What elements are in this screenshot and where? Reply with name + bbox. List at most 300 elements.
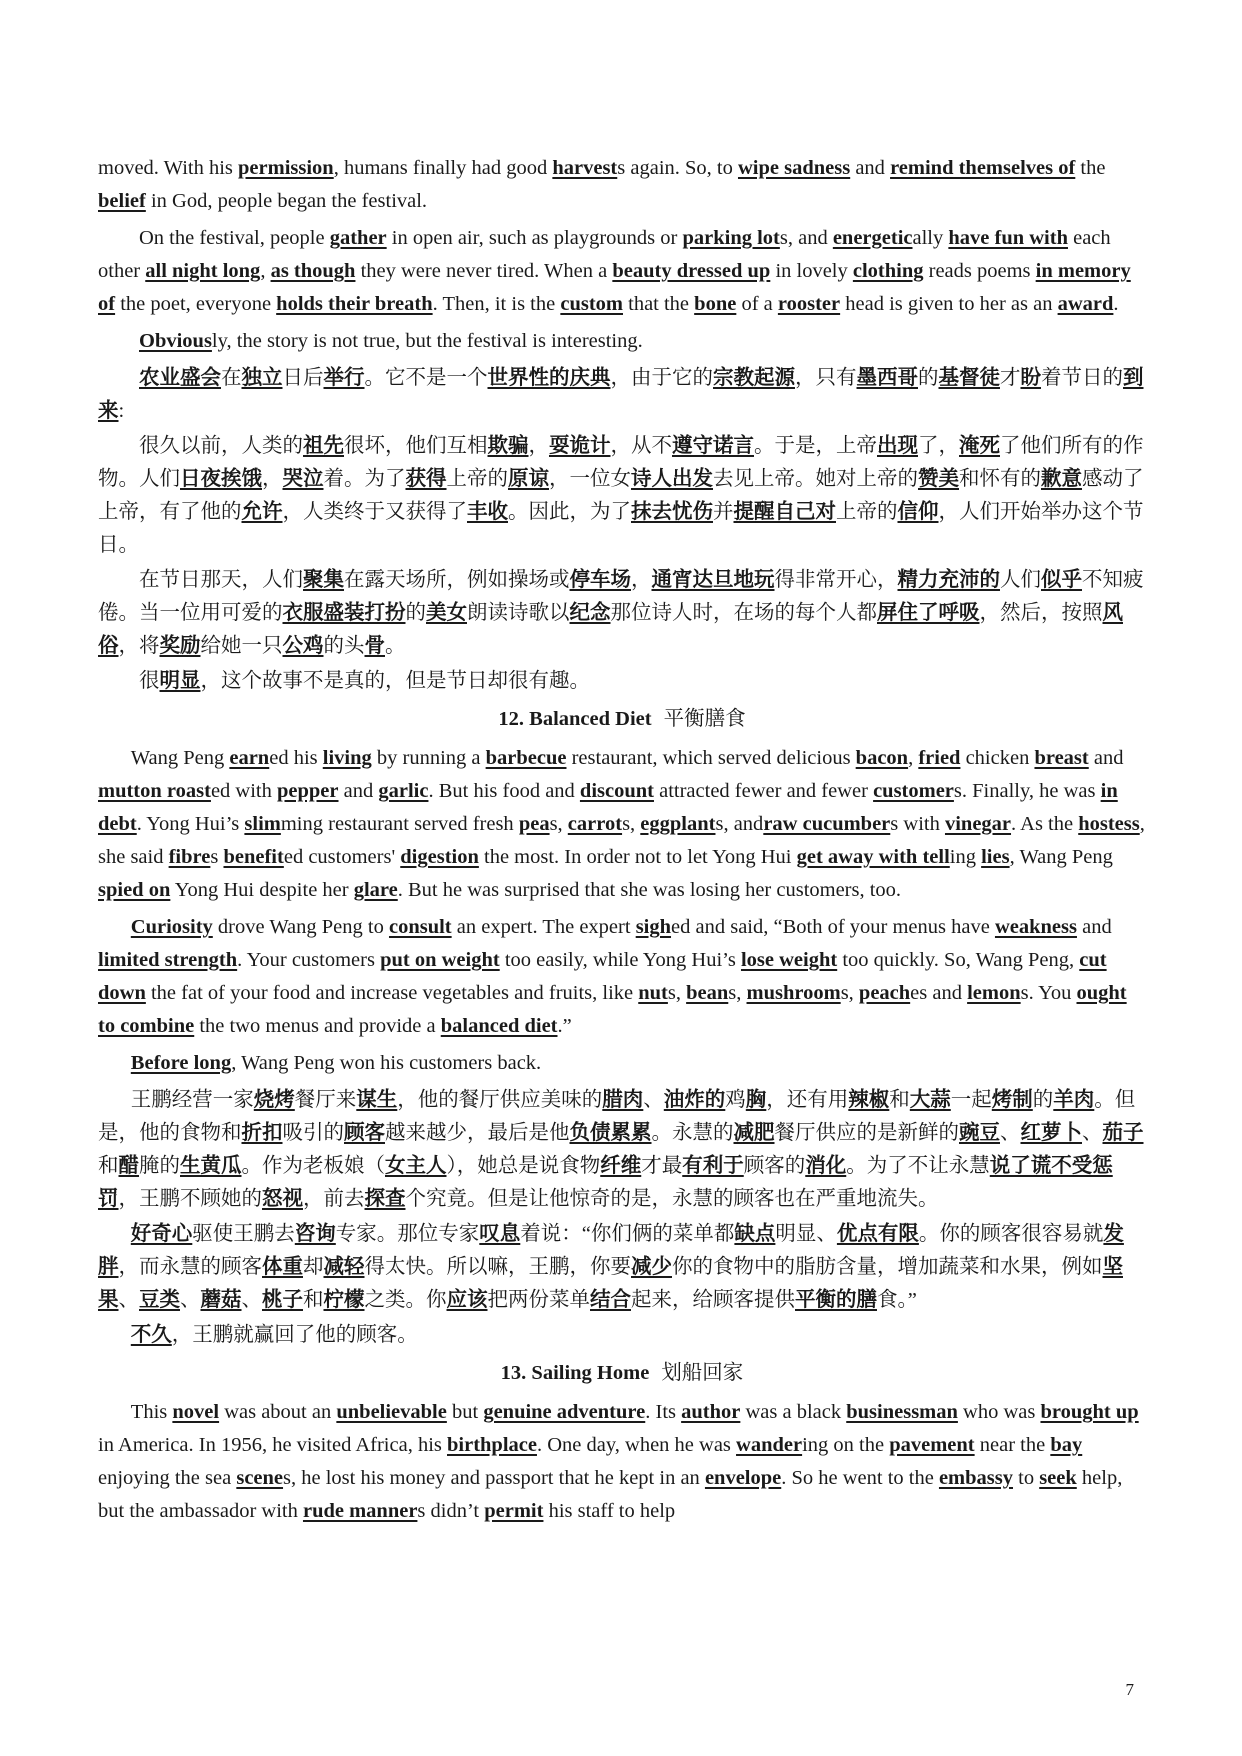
s12-en-paragraph-1 [98,742,1146,907]
text-run: . Yong Hui’s [136,813,245,835]
vocab-term: pea [518,813,550,835]
text-run: chicken [960,747,1035,769]
text-run: ing [949,846,982,868]
s11-en-paragraph-1 [98,152,1146,218]
vocab-term: 怒视 [262,1188,303,1210]
text-run: ，人们开始举办这个节日。 [98,501,1144,556]
vocab-term: consult [388,916,452,938]
text-run: Wang Peng [130,747,230,769]
text-run: too quickly. So, Wang Peng, [837,949,1080,971]
text-run: 很 [139,670,160,692]
vocab-term: 遵守诺言 [672,435,754,457]
vocab-term: lies [981,846,1010,868]
text-run: too easily, while Yong Hui’s [499,949,741,971]
text-run: 越来越少，最后是他 [385,1122,570,1144]
vocab-term: Curiosity [130,916,213,938]
text-run: 把两份菜单 [487,1289,590,1311]
vocab-term: 减少 [631,1256,672,1278]
vocab-term: author [681,1401,741,1423]
s11-zh-paragraph-4 [98,665,1146,698]
text-run: 、 [643,1089,664,1111]
vocab-term: 到来 [98,367,1144,422]
text-run: in God, people began the festival. [145,190,428,212]
vocab-term: 缺点 [734,1223,776,1245]
vocab-term: 明显 [159,670,201,692]
vocab-term: 通宵达旦地玩 [651,569,775,591]
text-run: head is given to her as an [840,293,1058,315]
text-run: the fat of your food and increase vegetables and fruits, like [145,982,639,1004]
s11-zh-paragraph-3 [98,564,1146,663]
text-run: the most. In order not to let Yong Hui [478,846,797,868]
text-run: 上帝的 [836,501,898,523]
text-run: near the [974,1434,1051,1456]
vocab-term: slim [244,813,281,835]
text-run: s, he lost his money and passport that he kept in an [283,1467,705,1489]
text-run: Yong Hui despite her [170,879,354,901]
text-run: 。但是，他的食物和 [98,1089,1136,1144]
vocab-term: 祖先 [303,435,344,457]
vocab-term: 农业盛会 [139,367,221,389]
vocab-term: 停车场 [569,569,631,591]
text-run: 日后 [282,367,324,389]
vocab-term: discount [579,780,654,802]
vocab-term: 哭泣 [282,468,324,490]
vocab-term: 醋 [118,1155,139,1177]
text-run: ，然后，按照 [979,602,1103,624]
text-run: 腌的 [139,1155,180,1177]
text-run: 你的食物中的脂肪含量，增加蔬菜和水果，例如 [672,1256,1103,1278]
text-run: 一起 [950,1089,992,1111]
vocab-term: breast [1034,747,1089,769]
vocab-term: 有利于 [682,1155,744,1177]
vocab-term: nut [638,982,668,1004]
text-run: his staff to help [543,1500,676,1522]
vocab-term: 举行 [323,367,365,389]
vocab-term: in debt [98,780,1118,835]
text-run: 给她一只 [200,635,283,657]
vocab-term: 蘑菇 [200,1289,242,1311]
text-run: ，人类终于又获得了 [282,501,467,523]
text-run: ed customers' [283,846,401,868]
text-run: 王鹏经营一家 [130,1089,254,1111]
text-run: 不知疲倦。当一位用可爱的 [98,569,1144,624]
s11-en-paragraph-3 [98,325,1146,358]
vocab-term: remind themselves of [890,157,1076,179]
text-run: to [1013,1467,1040,1489]
text-run: that the [623,293,695,315]
text-run: 很坏，他们互相 [344,435,488,457]
text-run: and [1076,916,1112,938]
text-run: in America. In 1956, he visited Africa, his [98,1434,447,1456]
vocab-term: rooster [777,293,841,315]
vocab-term: pavement [889,1434,975,1456]
text-run: ，从不 [610,435,672,457]
text-run: s, [667,982,687,1004]
text-run: of a [736,293,778,315]
text-run: 和 [303,1289,324,1311]
text-run: . [1113,293,1119,315]
vocab-term: as though [270,260,356,282]
vocab-term: 允许 [241,501,283,523]
text-run: ing on the [802,1434,890,1456]
vocab-term: pepper [277,780,339,802]
vocab-term: 赞美 [918,468,959,490]
vocab-term: wipe sadness [737,157,851,179]
vocab-term: 风俗 [98,602,1123,657]
text-run: 餐厅来 [294,1089,357,1111]
text-run: 顾客的 [743,1155,806,1177]
text-run: 专家。那位专家 [335,1223,480,1245]
vocab-term: 纪念 [569,602,611,624]
text-run: ， [262,468,283,490]
text-run: . Then, it is the [432,293,561,315]
vocab-term: customer [873,780,954,802]
text-run: , she said [98,813,1145,868]
text-run: 明显、 [775,1223,837,1245]
vocab-term: sigh [635,916,672,938]
text-run: s, [622,813,641,835]
text-run: ），她总是说食物 [446,1155,601,1177]
vocab-term: 公鸡 [282,635,324,657]
vocab-term: 顾客 [344,1122,385,1144]
text-run: s [210,846,224,868]
text-run: s again. So, to [617,157,738,179]
text-run: drove Wang Peng to [212,916,389,938]
text-run: the [1075,157,1106,179]
vocab-term: peach [858,982,911,1004]
text-run: , Wang Peng won his customers back. [231,1052,542,1074]
vocab-term: 说了谎不受惩罚 [98,1155,1113,1210]
vocab-term: 美女 [426,602,467,624]
text-run: : [118,400,125,422]
vocab-term: 生黄瓜 [180,1155,242,1177]
text-run: . Your customers [237,949,381,971]
text-run: 那位诗人时，在场的每个人都 [610,602,877,624]
vocab-term: limited strength [98,949,238,971]
vocab-term: put on weight [380,949,500,971]
vocab-term: 叹息 [479,1223,521,1245]
s12-en-paragraph-2 [98,911,1146,1043]
vocab-term: garlic [378,780,429,802]
vocab-term: energetic [832,227,913,249]
text-run: 。为了不让永慧 [846,1155,990,1177]
vocab-term: 减肥 [733,1122,775,1144]
s11-en-paragraph-2 [98,222,1146,321]
vocab-term: in memory of [98,260,1131,315]
vocab-term: 骨 [364,635,385,657]
vocab-term: spied on [98,879,171,901]
vocab-term: 信仰 [897,501,939,523]
s11-zh-paragraph-1 [98,362,1146,428]
s13-en-paragraph-1 [98,1396,1146,1528]
section-title-12 [98,702,1146,736]
vocab-term: living [322,747,372,769]
text-run: s didn’t [417,1500,485,1522]
vocab-term: unbelievable [336,1401,447,1423]
vocab-term: 抹去忧伤 [631,501,713,523]
text-run: in open air, such as playgrounds or [386,227,683,249]
vocab-term: 获得 [405,468,447,490]
vocab-term: 奖励 [159,635,201,657]
text-run: 。你的顾客很容易就 [918,1223,1104,1245]
vocab-term: seek [1039,1467,1077,1489]
s12-en-paragraph-3 [98,1047,1146,1080]
vocab-term: 好奇心 [130,1223,193,1245]
text-run: s with [890,813,945,835]
vocab-term: 精力充沛的 [897,569,1000,591]
vocab-term: glare [353,879,398,901]
text-run: ，还有用 [766,1089,849,1111]
vocab-term: benefit [223,846,284,868]
vocab-term: 不久 [130,1324,172,1346]
text-run: 和 [98,1155,119,1177]
text-run: ，他的餐厅供应美味的 [397,1089,603,1111]
text-run: ，前去 [303,1188,365,1210]
text-run: ，这个故事不是真的，但是节日却很有趣。 [200,670,590,692]
vocab-term: 减轻 [323,1256,365,1278]
vocab-term: 探查 [364,1188,406,1210]
vocab-term: barbecue [485,747,567,769]
text-run: This [130,1401,173,1423]
vocab-term: 盼 [1020,367,1041,389]
text-run: . One day, when he was [536,1434,737,1456]
vocab-term: 聚集 [303,569,344,591]
text-run: 吸引的 [282,1122,344,1144]
title-13-en: 13. Sailing Home [500,1362,650,1384]
text-run: 的头 [323,635,365,657]
vocab-term: 淹死 [959,435,1000,457]
vocab-term: genuine adventure [483,1401,646,1423]
text-run: 、 [241,1289,262,1311]
vocab-term: 女主人 [385,1155,447,1177]
title-13-zh: 划船回家 [661,1362,744,1384]
vocab-term: carrot [567,813,623,835]
text-run: ed and said, “Both of your menus have [671,916,995,938]
text-run: 朗读诗歌以 [467,602,570,624]
vocab-term: 腊肉 [602,1089,644,1111]
text-run: enjoying the sea [98,1467,237,1489]
text-run: but [446,1401,484,1423]
text-run: in lovely [770,260,853,282]
vocab-term: 油炸的 [663,1089,726,1111]
text-run: 却 [303,1256,324,1278]
vocab-term: 烤制 [991,1089,1033,1111]
vocab-term: 结合 [590,1289,631,1311]
text-run: 起来，给顾客提供 [631,1289,795,1311]
text-run: s. Finally, he was [953,780,1101,802]
text-run: the two menus and provide a [194,1015,441,1037]
text-run: 在 [221,367,242,389]
section-title-13 [98,1356,1146,1390]
text-run: ，由于它的 [610,367,713,389]
s11-zh-paragraph-2 [98,430,1146,562]
vocab-term: businessman [846,1401,958,1423]
text-run: ，而永慧的顾客 [118,1256,262,1278]
vocab-term: 墨西哥 [856,367,918,389]
text-run: 、 [1082,1122,1103,1144]
vocab-term: Obvious [139,330,212,352]
vocab-term: ought to combine [98,982,1127,1037]
vocab-term: scene [236,1467,284,1489]
text-run: 得非常开心， [774,569,898,591]
vocab-term: earn [229,747,270,769]
vocab-term: 红萝卜 [1020,1122,1082,1144]
text-run: 。它不是一个 [364,367,488,389]
vocab-term: 耍诡计 [549,435,611,457]
text-run: . So he went to the [781,1467,939,1489]
text-run: . But he was surprised that she was losing her customers, too. [397,879,902,901]
text-run: ally [912,227,949,249]
vocab-term: 大蒜 [909,1089,951,1111]
vocab-term: 歉意 [1041,468,1082,490]
vocab-term: 茄子 [1102,1122,1144,1144]
text-run: 、 [180,1289,201,1311]
text-run: was about an [219,1401,337,1423]
text-run: ，一位女 [549,468,631,490]
text-run: s, [728,982,747,1004]
text-run: ed with [210,780,277,802]
text-run: ， [528,435,549,457]
vocab-term: lose weight [740,949,838,971]
text-run: s. You [1020,982,1077,1004]
vocab-term: 辣椒 [848,1089,890,1111]
text-run: s, [840,982,859,1004]
text-run: 之类。你 [364,1289,447,1311]
text-run: help, but the ambassador with [98,1467,1123,1522]
text-run: reads poems [923,260,1036,282]
vocab-term: hostess [1078,813,1140,835]
text-run: 上帝的 [446,468,508,490]
vocab-term: 世界性的庆典 [487,367,611,389]
vocab-term: cut down [98,949,1107,1004]
vocab-term: 优点有限 [836,1223,919,1245]
text-run: attracted fewer and fewer [653,780,874,802]
vocab-term: 烧烤 [253,1089,295,1111]
vocab-term: vinegar [944,813,1012,835]
vocab-term: eggplant [640,813,716,835]
vocab-term: 负债累累 [569,1122,652,1144]
vocab-term: permit [484,1500,544,1522]
vocab-term: 柠檬 [323,1289,365,1311]
vocab-term: 羊肉 [1053,1089,1095,1111]
text-run: On the festival, people [139,227,330,249]
vocab-term: birthplace [447,1434,537,1456]
text-run: ，将 [118,635,160,657]
text-run: .” [557,1015,572,1037]
text-run: 着节日的 [1041,367,1123,389]
vocab-term: award [1057,293,1114,315]
s12-zh-paragraph-3 [98,1319,1146,1352]
text-run: 去见上帝。她对上帝的 [713,468,918,490]
page-number: 7 [1125,1680,1134,1699]
text-run: 的 [1032,1089,1054,1111]
text-run: 着。为了 [323,468,406,490]
text-run: ，王鹏不顾她的 [118,1188,262,1210]
vocab-term: 豆类 [139,1289,180,1311]
vocab-term: permission [238,157,334,179]
text-run: 才 [1000,367,1021,389]
text-run: 鸡 [725,1089,746,1111]
text-run: and [338,780,379,802]
vocab-term: 胸 [745,1089,767,1111]
vocab-term: 宗教起源 [713,367,795,389]
text-run: 驱使王鹏去 [192,1223,295,1245]
vocab-term: 屏住了呼吸 [877,602,980,624]
vocab-term: 消化 [805,1155,847,1177]
vocab-term: bacon [855,747,909,769]
text-run: s, and [779,227,833,249]
text-run: 感动了上帝，有了他的 [98,468,1144,523]
text-run: 得太快。所以嘛，王鹏，你要 [364,1256,631,1278]
vocab-term: 坚果 [98,1256,1123,1311]
vocab-term: belief [98,190,146,212]
text-run: 食。” [877,1289,917,1311]
vocab-term: 桃子 [262,1289,303,1311]
vocab-term: balanced diet [440,1015,558,1037]
text-run: moved. With his [98,157,239,179]
text-run: , Wang Peng [1009,846,1113,868]
vocab-term: 丰收 [467,501,508,523]
title-12-zh: 平衡膳食 [663,708,746,730]
text-run: , [260,260,271,282]
text-run: 很久以前，人类的 [139,435,303,457]
vocab-term: bay [1050,1434,1083,1456]
vocab-term: raw cucumber [763,813,891,835]
vocab-term: 纤维 [600,1155,642,1177]
text-run: , [908,747,919,769]
text-run: who was [957,1401,1041,1423]
vocab-term: harvest [552,157,618,179]
text-run: ， [631,569,652,591]
vocab-term: all night long [145,260,261,282]
text-run: 的 [405,602,426,624]
text-run: by running a [371,747,486,769]
vocab-term: Before long [130,1052,232,1074]
text-run: . But his food and [428,780,580,802]
vocab-term: 平衡的膳 [795,1289,877,1311]
vocab-term: 提醒自己对 [733,501,836,523]
vocab-term: 谋生 [356,1089,398,1111]
vocab-term: beauty dressed up [612,260,771,282]
text-run: es and [910,982,968,1004]
vocab-term: 似乎 [1041,569,1082,591]
vocab-term: 衣服盛装打扮 [282,602,406,624]
title-12-en: 12. Balanced Diet [498,708,652,730]
vocab-term: 原谅 [508,468,549,490]
text-run: 着说：“你们俩的菜单都 [520,1223,735,1245]
text-run: ly, the story is not true, but the festival is interesting. [211,330,643,352]
text-run: 。 [385,635,406,657]
vocab-term: 豌豆 [959,1122,1000,1144]
text-run: 了他们所有的作物。人们 [98,435,1144,490]
vocab-term: 日夜挨饿 [180,468,262,490]
text-run: 餐厅供应的是新鲜的 [774,1122,959,1144]
vocab-term: 应该 [446,1289,488,1311]
text-run: and [850,157,891,179]
text-run: ed his [269,747,323,769]
text-run: they were never tired. When a [355,260,613,282]
text-run: each other [98,227,1111,282]
text-run: 和 [889,1089,910,1111]
vocab-term: mushroom [746,982,841,1004]
s12-zh-paragraph-2 [98,1218,1146,1317]
text-run: and [1088,747,1124,769]
vocab-term: custom [560,293,623,315]
vocab-term: 体重 [262,1256,303,1278]
vocab-term: bean [686,982,729,1004]
vocab-term: mutton roast [98,780,211,802]
s12-zh-paragraph-1 [98,1084,1146,1216]
